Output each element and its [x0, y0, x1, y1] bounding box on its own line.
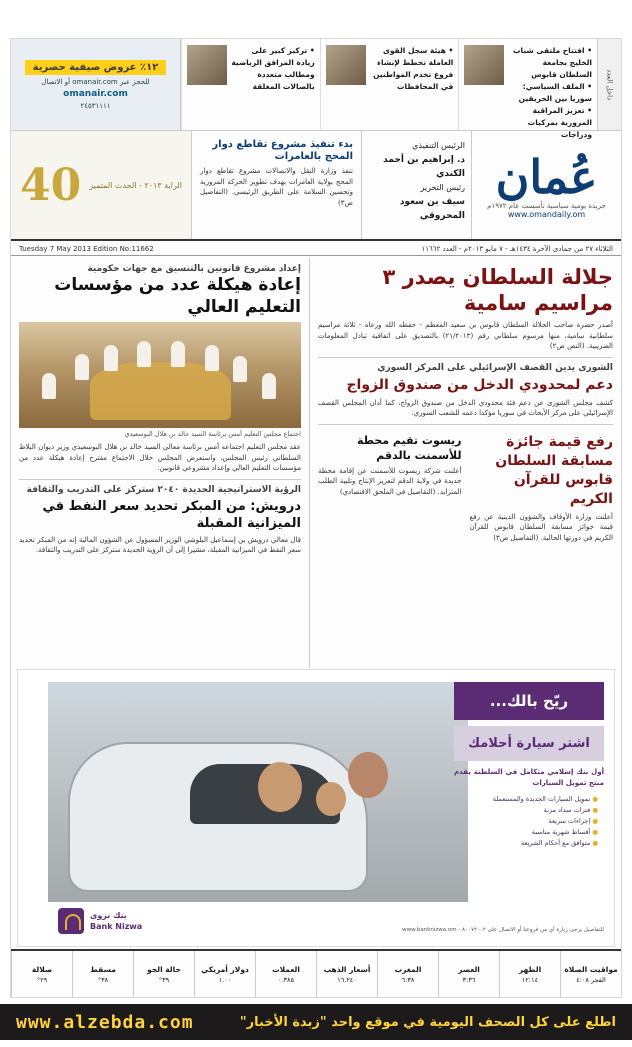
- dateline-ar: الثلاثاء ٢٧ من جمادى الآخرة ١٤٣٤هـ - ٧ مايو ٢٠١٣م - العدد ١١٦٦٢: [421, 244, 613, 253]
- teaser-photo: [464, 45, 504, 85]
- bank-name: [90, 910, 142, 932]
- logo-url[interactable]: www.omandaily.om: [507, 209, 586, 219]
- ticker-label: الظهر: [518, 964, 542, 974]
- promo-site[interactable]: omanair.com: [63, 88, 128, 99]
- right-column: [309, 258, 621, 668]
- editor-role: رئيس التحرير: [420, 183, 465, 192]
- education-kicker: إعداد مشروع قانونين بالتنسيق مع جهات حكومية: [87, 264, 301, 274]
- promo-phone: ٢٤٥٣١١١١: [80, 101, 111, 110]
- ticker-value: ٢٩°: [36, 975, 48, 984]
- person-figure: [233, 356, 247, 382]
- ticker-cell: [72, 951, 133, 997]
- ticker-value: ٣٩°: [158, 975, 170, 984]
- teaser-photo: [326, 45, 366, 85]
- ad-panel: [454, 682, 604, 902]
- ad-family-car-photo: [48, 682, 468, 902]
- ticker-cell: [499, 951, 560, 997]
- ad-subheadline: اشتر سيارة أحلامك: [454, 726, 604, 761]
- cement-text: أعلنت شركة ريسوت للأسمنت عن إقامة محطة جديدة في ولاية الدقم لتعزيز الإنتاج وتلبية الطلب المتزايد. (التفاصيل في الملحق الاقتصادي): [318, 466, 462, 496]
- newspaper-logo: عُمان: [495, 149, 598, 204]
- quran-headline[interactable]: رفع قيمة جائزة مسابقة السلطان قابوس للقرآن الكريم: [495, 433, 613, 507]
- masthead-story-text: تنفذ وزارة النقل والاتصالات مشروع تقاطع دوار المحج بولاية العامرات بهدف تطوير الحركة المرورية وتحسين السلامة على الطريق الرئيسي. (التفاصيل ص٣): [200, 167, 353, 207]
- ad-feature: ● أقساط شهرية مناسبة: [454, 827, 598, 838]
- ticker-label: حالة الجو: [147, 964, 181, 974]
- logo-box: [471, 131, 621, 239]
- quran-text: أعلنت وزارة الأوقاف والشؤون الدينية عن رفع قيمة جوائز مسابقة السلطان قابوس للقرآن الكريم في دورتها الحالية. (التفاصيل ص٣): [469, 512, 613, 542]
- teaser-bar: [11, 39, 621, 139]
- banner-message: اطلع على كل الصحف اليومية في موقع واحد "زبدة الأخبار": [239, 1014, 616, 1030]
- bank-nizwa-ad[interactable]: [17, 669, 615, 947]
- person-figure: [171, 341, 185, 367]
- bank-brand: [58, 908, 142, 934]
- ticker-cell: [377, 951, 438, 997]
- dateline: [11, 242, 621, 256]
- front-page-body: [11, 258, 621, 668]
- ticker-cell: [255, 951, 316, 997]
- ticker-label: أسعار الذهب: [323, 964, 371, 974]
- bank-name-ar: بنك نزوى: [90, 911, 127, 920]
- two-story-row: [318, 430, 613, 544]
- ticker-value: الفجر ٤:٠٨: [576, 975, 606, 984]
- shura-headline[interactable]: دعم لمحدودي الدخل من صندوق الزواج: [346, 376, 613, 393]
- ticker-value: ٦:٣٨: [401, 975, 415, 984]
- education-headline[interactable]: إعادة هيكلة عدد من مؤسسات التعليم العالي: [54, 275, 301, 317]
- ticker-label: العملات: [272, 964, 300, 974]
- teaser-line: • تعزيز المراقبة المرورية بمركبات ودراجات: [527, 106, 592, 139]
- royal-text: أصدر حضرة صاحب الجلالة السلطان قابوس بن سعيد المعظم - حفظه الله ورعاه - ثلاثة مراسيم سلطانية سامية، منها مرسوم سلطاني رقم (٢١/٢٠١٣) بالتصديق على اتفاقية تبادل المعلومات الضريبية. (النص ص٢): [318, 321, 613, 350]
- bank-logo-icon: [58, 908, 84, 934]
- divider: [318, 424, 613, 425]
- anniversary-banner: [11, 131, 191, 239]
- dateline-en: Tuesday 7 May 2013 Edition No:11662: [19, 244, 154, 253]
- ticker-cell: [316, 951, 377, 997]
- ad-headline: ريّح بالك...: [454, 682, 604, 720]
- shura-kicker: الشورى يدين القصف الإسرائيلي على المركز السوري: [377, 362, 613, 373]
- vision-text: قال معالي درويش بن إسماعيل البلوشي الوزير المسؤول عن الشؤون المالية إنه من المبكر تحديد سعر النفط في الميزانية المقبلة، مشيرا إلى أن الرؤية الجديدة ستركز على التدريب والثقافة.: [19, 535, 301, 554]
- teaser-line: • افتتاح ملتقى شباب الخليج بجامعة السلطان قابوس: [513, 46, 592, 79]
- logo-tagline: جريدة يومية سياسية تأسست عام ١٩٧٢م: [487, 201, 606, 210]
- car-shape: [68, 742, 368, 892]
- masthead-story-title: بدء تنفيذ مشروع تقاطع دوار المحج بالعامرات: [212, 139, 353, 162]
- editor-name: د. إبراهيم بن أحمد الكندي: [383, 155, 465, 179]
- ad-lead: أول بنك إسلامي متكامل في السلطنة يقدم منتج تمويل السيارات: [454, 768, 604, 787]
- bank-name-en: Bank Nizwa: [90, 922, 143, 931]
- teaser-photo: [187, 45, 227, 85]
- editor-role: الرئيس التنفيذي: [412, 141, 465, 150]
- ad-feature: ● فترات سداد مرنة: [454, 805, 598, 816]
- child-face: [316, 782, 346, 816]
- promo-sub: للحجز عبر omanair.com أو الاتصال: [41, 77, 150, 86]
- banner-url[interactable]: www.alzebda.com: [16, 1011, 194, 1033]
- ticker-label: مسقط: [90, 964, 116, 974]
- masthead: [11, 131, 621, 241]
- ad-feature: ● إجراءات سريعة: [454, 816, 598, 827]
- ad-feature: ● متوافق مع أحكام الشريعة: [454, 838, 598, 849]
- promo-offer: ١٢٪ عروض صيفية حصرية: [25, 60, 167, 75]
- ticker-label: دولار أمريكي: [201, 964, 249, 974]
- education-text: عقد مجلس التعليم اجتماعه أمس برئاسة معالي السيد خالد بن هلال البوسعيدي وزير ديوان البلاط السلطاني رئيس المجلس، واستعرض المجلس خلال الاجتماع مقترح إعادة هيكلة عدد من مؤسسات التعليم العالي وإعداد مشروعي قانونين.: [19, 443, 301, 472]
- divider: [318, 357, 613, 358]
- editor-name: سيف بن سعود المحروقي: [399, 197, 465, 221]
- person-face: [258, 762, 302, 812]
- ticker-label: مواقيت الصلاة: [564, 964, 618, 974]
- teaser-item[interactable]: [320, 39, 459, 130]
- council-meeting-photo: [19, 322, 301, 428]
- person-figure: [42, 373, 56, 399]
- ticker-value: ٠.٣٨٥: [277, 975, 295, 984]
- masthead-story[interactable]: [191, 131, 361, 239]
- royal-headline[interactable]: جلالة السلطان يصدر ٣ مراسيم سامية: [382, 265, 613, 315]
- ticker-value: ١٢:١٤: [521, 975, 539, 984]
- ticker-cell: [133, 951, 194, 997]
- ticker-label: المغرب: [394, 964, 422, 974]
- teaser-line: • هيئة سجل القوى العاملة تخطط لإنشاء فروع تخدم المواطنين في المحافظات: [373, 46, 454, 91]
- ticker-cell: [11, 951, 72, 997]
- ticker-value: ٣:٣٦: [462, 975, 476, 984]
- person-figure: [205, 345, 219, 371]
- teaser-line: • تركيز كبير على زيادة المرافق الرياضية ومطالب متعددة بالصالات المغلقة: [231, 46, 315, 91]
- person-figure: [104, 345, 118, 371]
- cement-headline[interactable]: ريسوت تقيم محطة للأسمنت بالدقم: [356, 433, 462, 462]
- ticker-value: ١.٠٠: [218, 975, 232, 984]
- photo-caption: اجتماع مجلس التعليم أمس برئاسة السيد خالد بن هلال البوسعيدي: [124, 430, 301, 438]
- left-column: [11, 258, 309, 668]
- teaser-item[interactable]: [181, 39, 320, 130]
- anniversary-text: الراية ٢٠١٣ - الحدث المتميز: [89, 180, 183, 190]
- ad-feature-list: [454, 794, 604, 849]
- shura-text: كشف مجلس الشورى عن دعم فئة محدودي الدخل من صندوق الزواج، كما أدان المجلس القصف الإسرائيلي على مركز الأبحاث في سوريا مؤكدا دعمه للشعب السوري.: [318, 398, 613, 417]
- vision-kicker: الرؤية الاستراتيجية الجديدة ٢٠٤٠ ستركز على التدريب والثقافة: [26, 484, 301, 495]
- info-ticker: [11, 949, 621, 997]
- ticker-label: صلالة: [31, 964, 53, 974]
- editors-box: [361, 131, 471, 239]
- ticker-value: ١٦.٢٤٠: [337, 975, 357, 984]
- anniversary-badge: 40: [20, 159, 82, 211]
- person-figure: [262, 373, 276, 399]
- person-figure: [75, 354, 89, 380]
- vision-headline[interactable]: درويش: من المبكر تحديد سعر النفط في الميزانية المقبلة: [42, 498, 301, 531]
- woman-face: [348, 752, 388, 798]
- inside-label: داخل العدد: [597, 39, 621, 130]
- teaser-item[interactable]: [458, 39, 597, 139]
- teaser-line: • الملف السياسي: سوريا بين الحريقين: [518, 82, 592, 103]
- ticker-label: العصر: [458, 964, 480, 974]
- person-figure: [137, 341, 151, 367]
- ad-feature: ● تمويل السيارات الجديدة والمستعملة: [454, 794, 598, 805]
- ticker-cell: [438, 951, 499, 997]
- oman-air-promo[interactable]: [11, 39, 181, 130]
- newspaper-page: [10, 38, 622, 998]
- ticker-cell: [560, 951, 621, 997]
- zebda-banner[interactable]: [0, 1004, 632, 1040]
- ticker-value: ٣٨°: [97, 975, 109, 984]
- ad-footer-text: للتفاصيل يرجى زيارة أي من فروعنا أو الاتصال على ٨٠٠٧٢٠٠٢ - www.banknizwa.om: [402, 927, 604, 933]
- divider: [19, 479, 301, 480]
- ticker-cell: [194, 951, 255, 997]
